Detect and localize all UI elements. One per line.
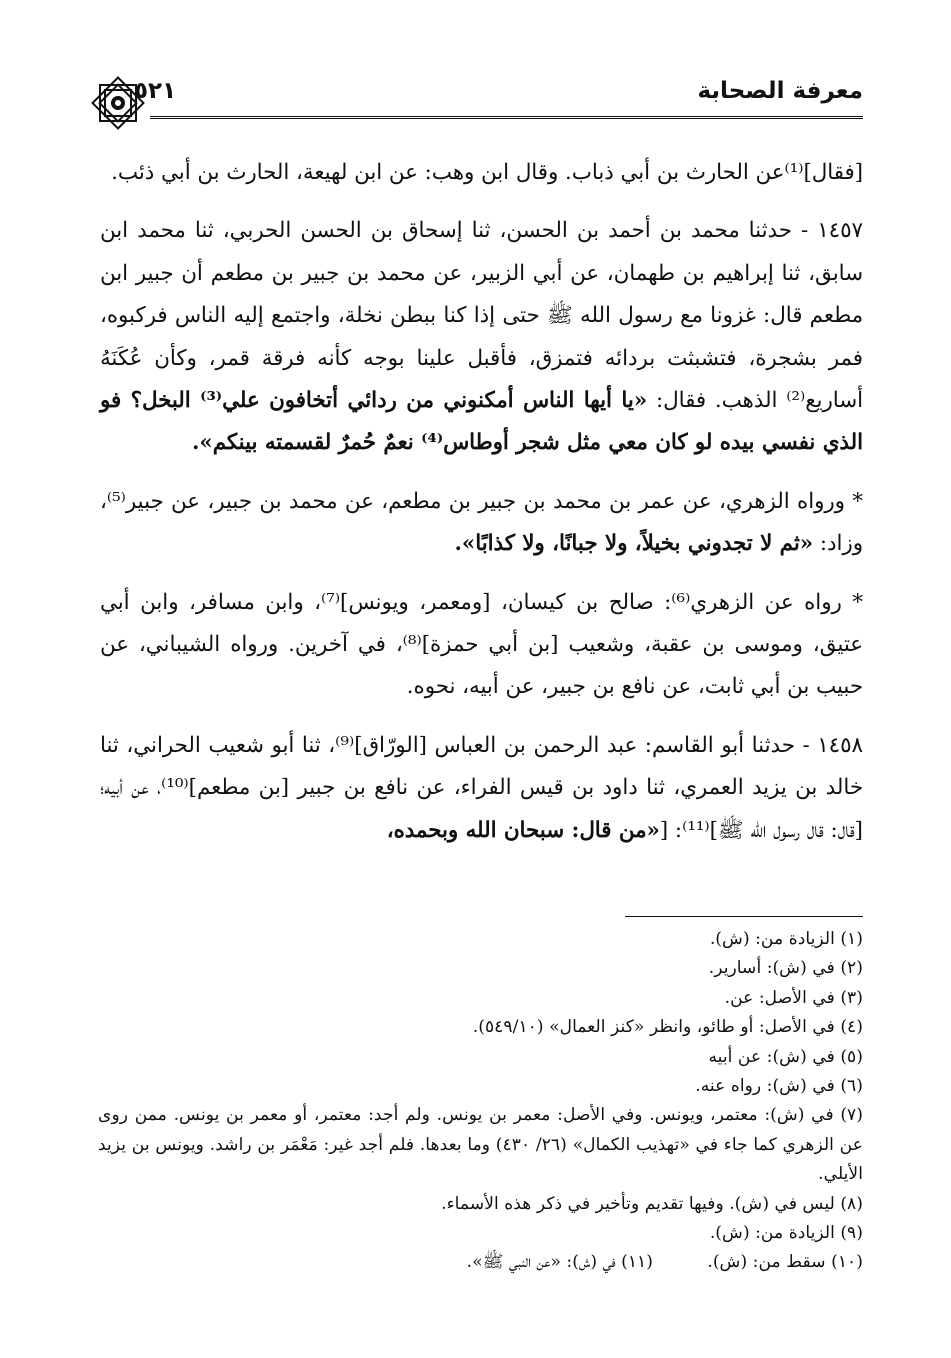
footnote-11: (١١) في (ش): «عن النبي ﷺ».: [466, 1252, 653, 1273]
running-header: [88, 78, 863, 112]
book-title: معرفة الصحابة: [697, 78, 863, 104]
zuhri-narration-addition: «ثم لا تجدوني بخيلاً، ولا جبانًا، ولا كذابًا».: [454, 531, 814, 557]
footnote-3: (٣) في الأصل: عن.: [724, 987, 863, 1008]
hadith-1458: [100, 725, 863, 852]
footnote-7: (٧) في (ش): معتمر، ويونس. وفي الأصل: معمر بن يونس. ولم أجد: معتمر، أو معمر بن يونس. ممن روى عن الزهري كما جاء في «تهذيب الكمال» (٢٦/ ٤٣٠) وما بعدها. فلم أجد غير: مَعْمَر بن راشد. ويونس بن يزيد الأيلي.: [98, 1105, 863, 1185]
page-number: ٥٢١: [134, 78, 177, 104]
star-ornament-icon: [85, 70, 151, 136]
header-rule: [150, 116, 863, 119]
narrators-paragraph: * رواه عن الزهري⁽⁶⁾: صالح بن كيسان، [ومعمر، ويونس]⁽⁷⁾، وابن مسافر، وابن أبي عتيق، وموسى بن عقبة، وشعيب [بن أبي حمزة]⁽⁸⁾، في آخرين. ورواه الشيباني، عن حبيب بن أبي ثابت، عن نافع بن جبير، عن أبيه، نحوه.: [100, 589, 863, 700]
footnote-1: (١) الزيادة من: (ش).: [709, 929, 863, 949]
hadith-1458-matn: «من قال: سبحان الله وبحمده،: [386, 817, 660, 843]
hadith-1457-isnad: ١٤٥٧ - حدثنا محمد بن أحمد بن الحسن، ثنا إسحاق بن الحسن الحربي، ثنا محمد ابن سابق، ثنا إبراهيم بن طهمان، عن أبي الزبير، عن محمد بن جبير بن مطعم أن جبير ابن مطعم قال: غزونا مع رسول الله ﷺ حتى إذا كنا ببطن نخلة، واجتمع إليه الناس فركبوه، فمر بشجرة، فتشبثت بردائه فتمزق، فأقبل علينا بوجه كأنه فرقة قمر، وكأن عُكَنَهُ أساريع⁽²⁾ الذهب. فقال:: [100, 218, 863, 414]
footnote-5: (٥) في (ش): عن أبيه: [708, 1046, 863, 1067]
paragraph-intro: [فقال]⁽¹⁾عن الحارث بن أبي ذباب. وقال ابن وهب: عن ابن لهيعة، الحارث بن أبي ذئب.: [111, 160, 863, 185]
footnote-4: (٤) في الأصل: أو طائو، وانظر «كنز العمال» (٥٤٩/١٠).: [472, 1017, 863, 1038]
footnote-last-row: [98, 1248, 863, 1277]
footnote-rule: [625, 916, 863, 917]
footnote-2: (٢) في (ش): أسارير.: [708, 958, 863, 979]
zuhri-narration-text: * ورواه الزهري، عن عمر بن محمد بن جبير بن مطعم، عن محمد بن جبير، عن جبير⁽⁵⁾، وزاد:: [100, 488, 863, 557]
footnotes: [98, 925, 863, 1278]
main-text: [100, 152, 863, 852]
footnote-6: (٦) في (ش): رواه عنه.: [695, 1076, 863, 1097]
zuhri-narration: [100, 481, 863, 566]
footnote-10: (١٠) سقط من: (ش).: [707, 1252, 863, 1273]
hadith-1457-matn: «يا أيها الناس أمكنوني من ردائي أتخافون علي⁽³⁾ البخل؟ فو الذي نفسي بيده لو كان معي مثل شجر أوطاس⁽⁴⁾ نعمٌ حُمرٌ لقسمته بينكم».: [100, 388, 863, 456]
hadith-1457: [100, 210, 863, 464]
hadith-1458-isnad: ١٤٥٨ - حدثنا أبو القاسم: عبد الرحمن بن العباس [الورّاق]⁽⁹⁾، ثنا أبو شعيب الحراني، ثنا خالد بن يزيد العمري، ثنا داود بن قيس الفراء، عن نافع بن جبير [بن مطعم]⁽¹⁰⁾، عن أبيه؛ [قال: قال رسول الله ﷺ]⁽¹¹⁾: [: [100, 732, 863, 843]
footnote-9: (٩) الزيادة من: (ش).: [709, 1223, 863, 1244]
footnote-8: (٨) ليس في (ش). وفيها تقديم وتأخير في ذكر هذه الأسماء.: [441, 1193, 863, 1214]
